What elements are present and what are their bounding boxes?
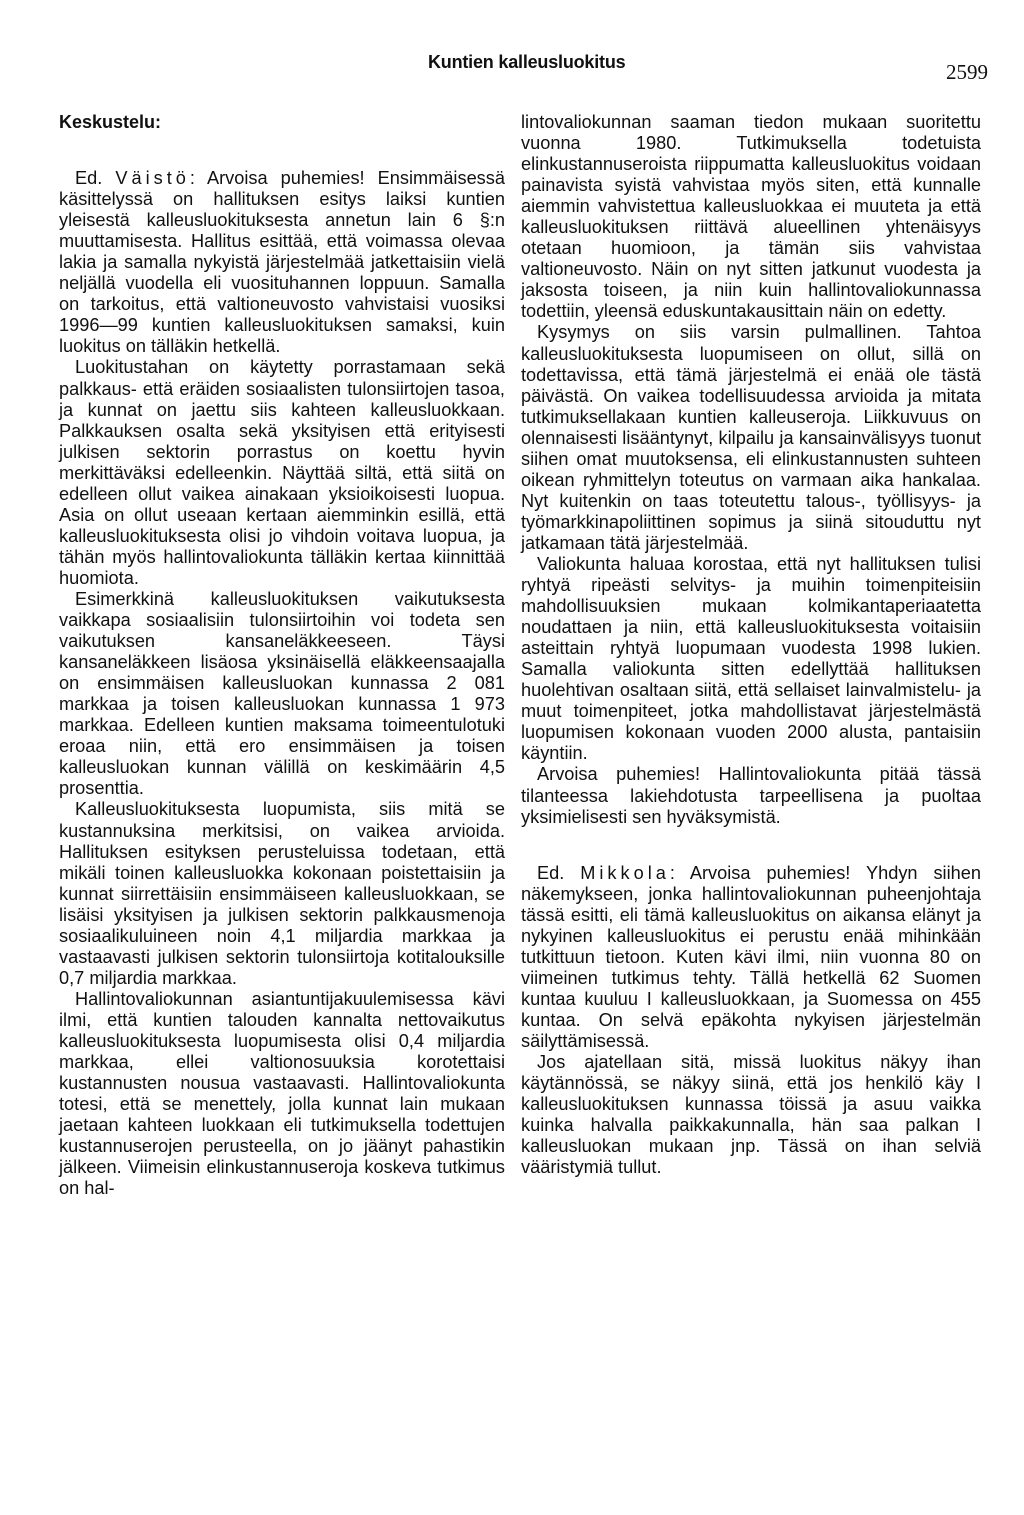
page-number: 2599 — [946, 60, 988, 84]
running-title: Kuntien kalleusluokitus — [428, 52, 626, 72]
speech-paragraph — [521, 863, 981, 1052]
body-paragraph: Valiokunta haluaa korostaa, että nyt hallituksen tulisi ryhtyä ripeästi selvitys- ja muihin toimenpiteisiin mahdollisuuksien mukaan kolmikantaperiaatetta noudattaen ja niin, että kalleusluokituksesta voitaisiin asteittain ryhtyä luopumaan vuodesta 1998 lukien. Samalla valiokunta sitten edellyttää hallituksen huolehtivan osaltaan siitä, että sellaiset lainvalmistelu- ja muut toimenpiteet, jotka mahdollistavat järjestelmästä luopumisen kokonaan vuoden 2000 alusta, pantaisiin käyntiin. — [521, 553, 981, 764]
body-paragraph: Luokitustahan on käytetty porrastamaan sekä palkkaus- että eräiden sosiaalisten tulonsiirtojen tasoa, ja kunnat on jaettu siis kahteen kalleusluokkaan. Palkkauksen osalta sekä yksityisen että erityisesti julkisen sektorin porrastus on koettu hyvin merkittäväksi edelleenkin. Näyttää siltä, että siitä on edelleen ollut vaikea ainakaan yksioikoisesti luopua. Asia on ollut useaan kertaan aiemminkin esillä, että kalleusluokituksesta olisi jo vihdoin voitava luopua, ja tähän myös hallintovaliokunta tälläkin kertaa kiinnittää huomiota. — [59, 357, 505, 588]
speech-text: : Arvoisa puhemies! Yhdyn siihen näkemykseen, jonka hallintovaliokunnan puheenjohtaja tässä esitti, eli tämä kalleusluokitus on aikansa elänyt ja nykyinen kalleusluokitus ei perustu enää mihinkään tutkittuun tietoon. Kuten kävi ilmi, niin vuonna 80 on viimeinen tutkimus tehty. Tällä hetkellä 62 Suomen kuntaa kuuluu I kalleusluokkaan, ja Suomessa on 455 kuntaa. On selvä epäkohta nykyisen järjestelmän säilyttämisessä. — [521, 862, 981, 1051]
body-paragraph: Arvoisa puhemies! Hallintovaliokunta pitää tässä tilanteessa lakiehdotusta tarpeellisena ja puoltaa yksimielisesti sen hyväksymistä. — [521, 764, 981, 827]
right-column — [521, 112, 981, 1178]
body-paragraph: Hallintovaliokunnan asiantuntijakuulemisessa kävi ilmi, että kuntien talouden kannalta nettovaikutus kalleusluokituksesta luopumisesta olisi 0,4 miljardia markkaa, ellei valtionosuuksia korotettaisi kustannusten nousua vastaavasti. Hallintovaliokunta totesi, että se menettely, jolla kunnat lain mukaan jaetaan kahteen luokkaan eli tutkimuksella todettujen kustannuserojen perusteella, on jo jäänyt pahastikin jälkeen. Viimeisin elinkustannuseroja koskeva tutkimus on hal- — [59, 988, 505, 1199]
body-paragraph: Kalleusluokituksesta luopumista, siis mitä se kustannuksina merkitsisi, on vaikea arvioida. Hallituksen esityksen perusteluissa todetaan, että mikäli toinen kalleusluokka kokonaan poistettaisiin ja kunnat siirrettäisiin ensimmäiseen kalleusluokkaan, se lisäisi yksityisen ja julkisen sektorin palkkausmenoja sosiaalikuluineen noin 4,1 miljardia markkaa ja vastaavasti julkisen sektorin tulonsiirtoja kotitalouksille 0,7 miljardia markkaa. — [59, 799, 505, 988]
left-column — [59, 112, 505, 1199]
body-paragraph: Kysymys on siis varsin pulmallinen. Tahtoa kalleusluokituksesta luopumiseen on ollut, sillä on todettavissa, että tämä järjestelmä ei enää ole tästä päivästä. On vaikea todellisuudessa arvioida ja mitata tutkimuksellakaan kuntien kalleuseroja. Liikkuvuus on olennaisesti lisääntynyt, kilpailu ja kansainvälisyys tuonut siihen omat muutoksensa, eli elinkustannusten suhteen oikean ryhmittelyn toteutus on varmaan aika hankalaa. Nyt kuitenkin on taas toteutettu talous-, työllisyys- ja työmarkkinapoliittinen sopimus ja siinä sitouduttu nyt jatkamaan tätä järjestelmää. — [521, 322, 981, 553]
speaker-name: Väistö — [115, 168, 190, 189]
body-paragraph: lintovaliokunnan saaman tiedon mukaan suoritettu vuonna 1980. Tutkimuksella todetuista elinkustannuseroista riippumatta kalleusluokitus voidaan painavista syistä vahvistaa myös siten, että kunnalle aiemmin vahvistettua kalleusluokkaa ei muuteta ja että kalleusluokituksen riittävä alueellinen yhtenäisyys otetaan huomioon, ja tämän siis vahvistaa valtioneuvosto. Näin on nyt sitten jatkunut vuodesta ja jaksosta toiseen, ja niin kuin hallintovaliokunnassa todettiin, yleensä eduskuntakausittain näin on edetty. — [521, 112, 981, 322]
body-paragraph: Jos ajatellaan sitä, missä luokitus näkyy ihan käytännössä, se näkyy siinä, että jos henkilö käy I kalleusluokituksen kunnassa töissä ja asuu vaikka kuinka halvalla paikkakunnalla, hän saa palkan I kalleusluokan mukaan jnp. Tässä on ihan selviä vääristymiä tullut. — [521, 1052, 981, 1178]
speech-paragraph — [59, 168, 505, 357]
speaker-prefix: Ed. — [75, 168, 116, 189]
body-paragraph: Esimerkkinä kalleusluokituksen vaikutuksesta vaikkapa sosiaalisiin tulonsiirtoihin voi todeta sen vaikutuksen kansaneläkkeeseen. Täysi kansaneläkkeen lisäosa yksinäisellä eläkkeensaajalla on ensimmäisen kalleusluokan kunnassa 2 081 markkaa ja toisen kalleusluokan kunnassa 1 973 markkaa. Edelleen kuntien maksama toimeentulotuki eroaa niin, että ero ensimmäisen ja toisen kalleusluokan kunnan välillä on keskimäärin 4,5 prosenttia. — [59, 588, 505, 799]
running-header — [0, 52, 1024, 84]
speech-text: : Arvoisa puhemies! Ensimmäisessä käsittelyssä on hallituksen esitys laiksi kuntien yleisestä kalleusluokituksesta annetun lain 6 §:n muuttamisesta. Hallitus esittää, että voimassa olevaa lakia ja samalla nykyistä järjestelmää jatkettaisiin vielä neljällä vuodella eli vuosituhannen loppuun. Samalla on tarkoitus, että valtioneuvosto vahvistaisi vuosiksi 1996—99 kuntien kalleusluokituksen samaksi, kuin luokitus on tälläkin hetkellä. — [59, 168, 505, 357]
speaker-prefix: Ed. — [537, 862, 581, 883]
speaker-name: Mikkola — [580, 862, 670, 883]
section-heading: Keskustelu: — [59, 112, 162, 132]
